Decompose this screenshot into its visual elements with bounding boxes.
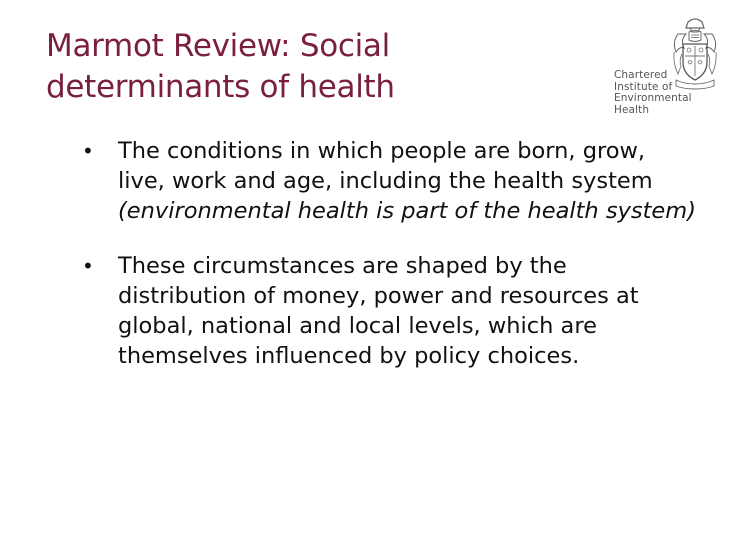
- slide-title-line-2: determinants of health: [46, 69, 395, 105]
- logo-line-3: Environmental: [614, 92, 692, 105]
- institution-logo: [610, 18, 720, 120]
- bullet-icon: •: [82, 254, 94, 278]
- slide-title: [46, 26, 446, 108]
- slide-title-line-1: Marmot Review: Social: [46, 28, 390, 64]
- bullet-icon: •: [82, 139, 94, 163]
- logo-line-2: Institute of: [614, 80, 673, 93]
- bullet-item: [0, 136, 737, 226]
- bullet-emphasis-text: (environmental health is part of the health system): [118, 198, 696, 224]
- logo-line-4: Health: [614, 103, 650, 116]
- bullet-text: These circumstances are shaped by the distribution of money, power and resources at global, national and local levels, which are themselves influenced by policy choices.: [118, 253, 639, 369]
- logo-wordmark: [614, 70, 692, 116]
- logo-line-1: Chartered: [614, 69, 668, 81]
- bullet-text: The conditions in which people are born, grow, live, work and age, including the health system: [118, 138, 653, 194]
- bullet-item: [0, 251, 737, 371]
- bullet-list: [0, 136, 737, 371]
